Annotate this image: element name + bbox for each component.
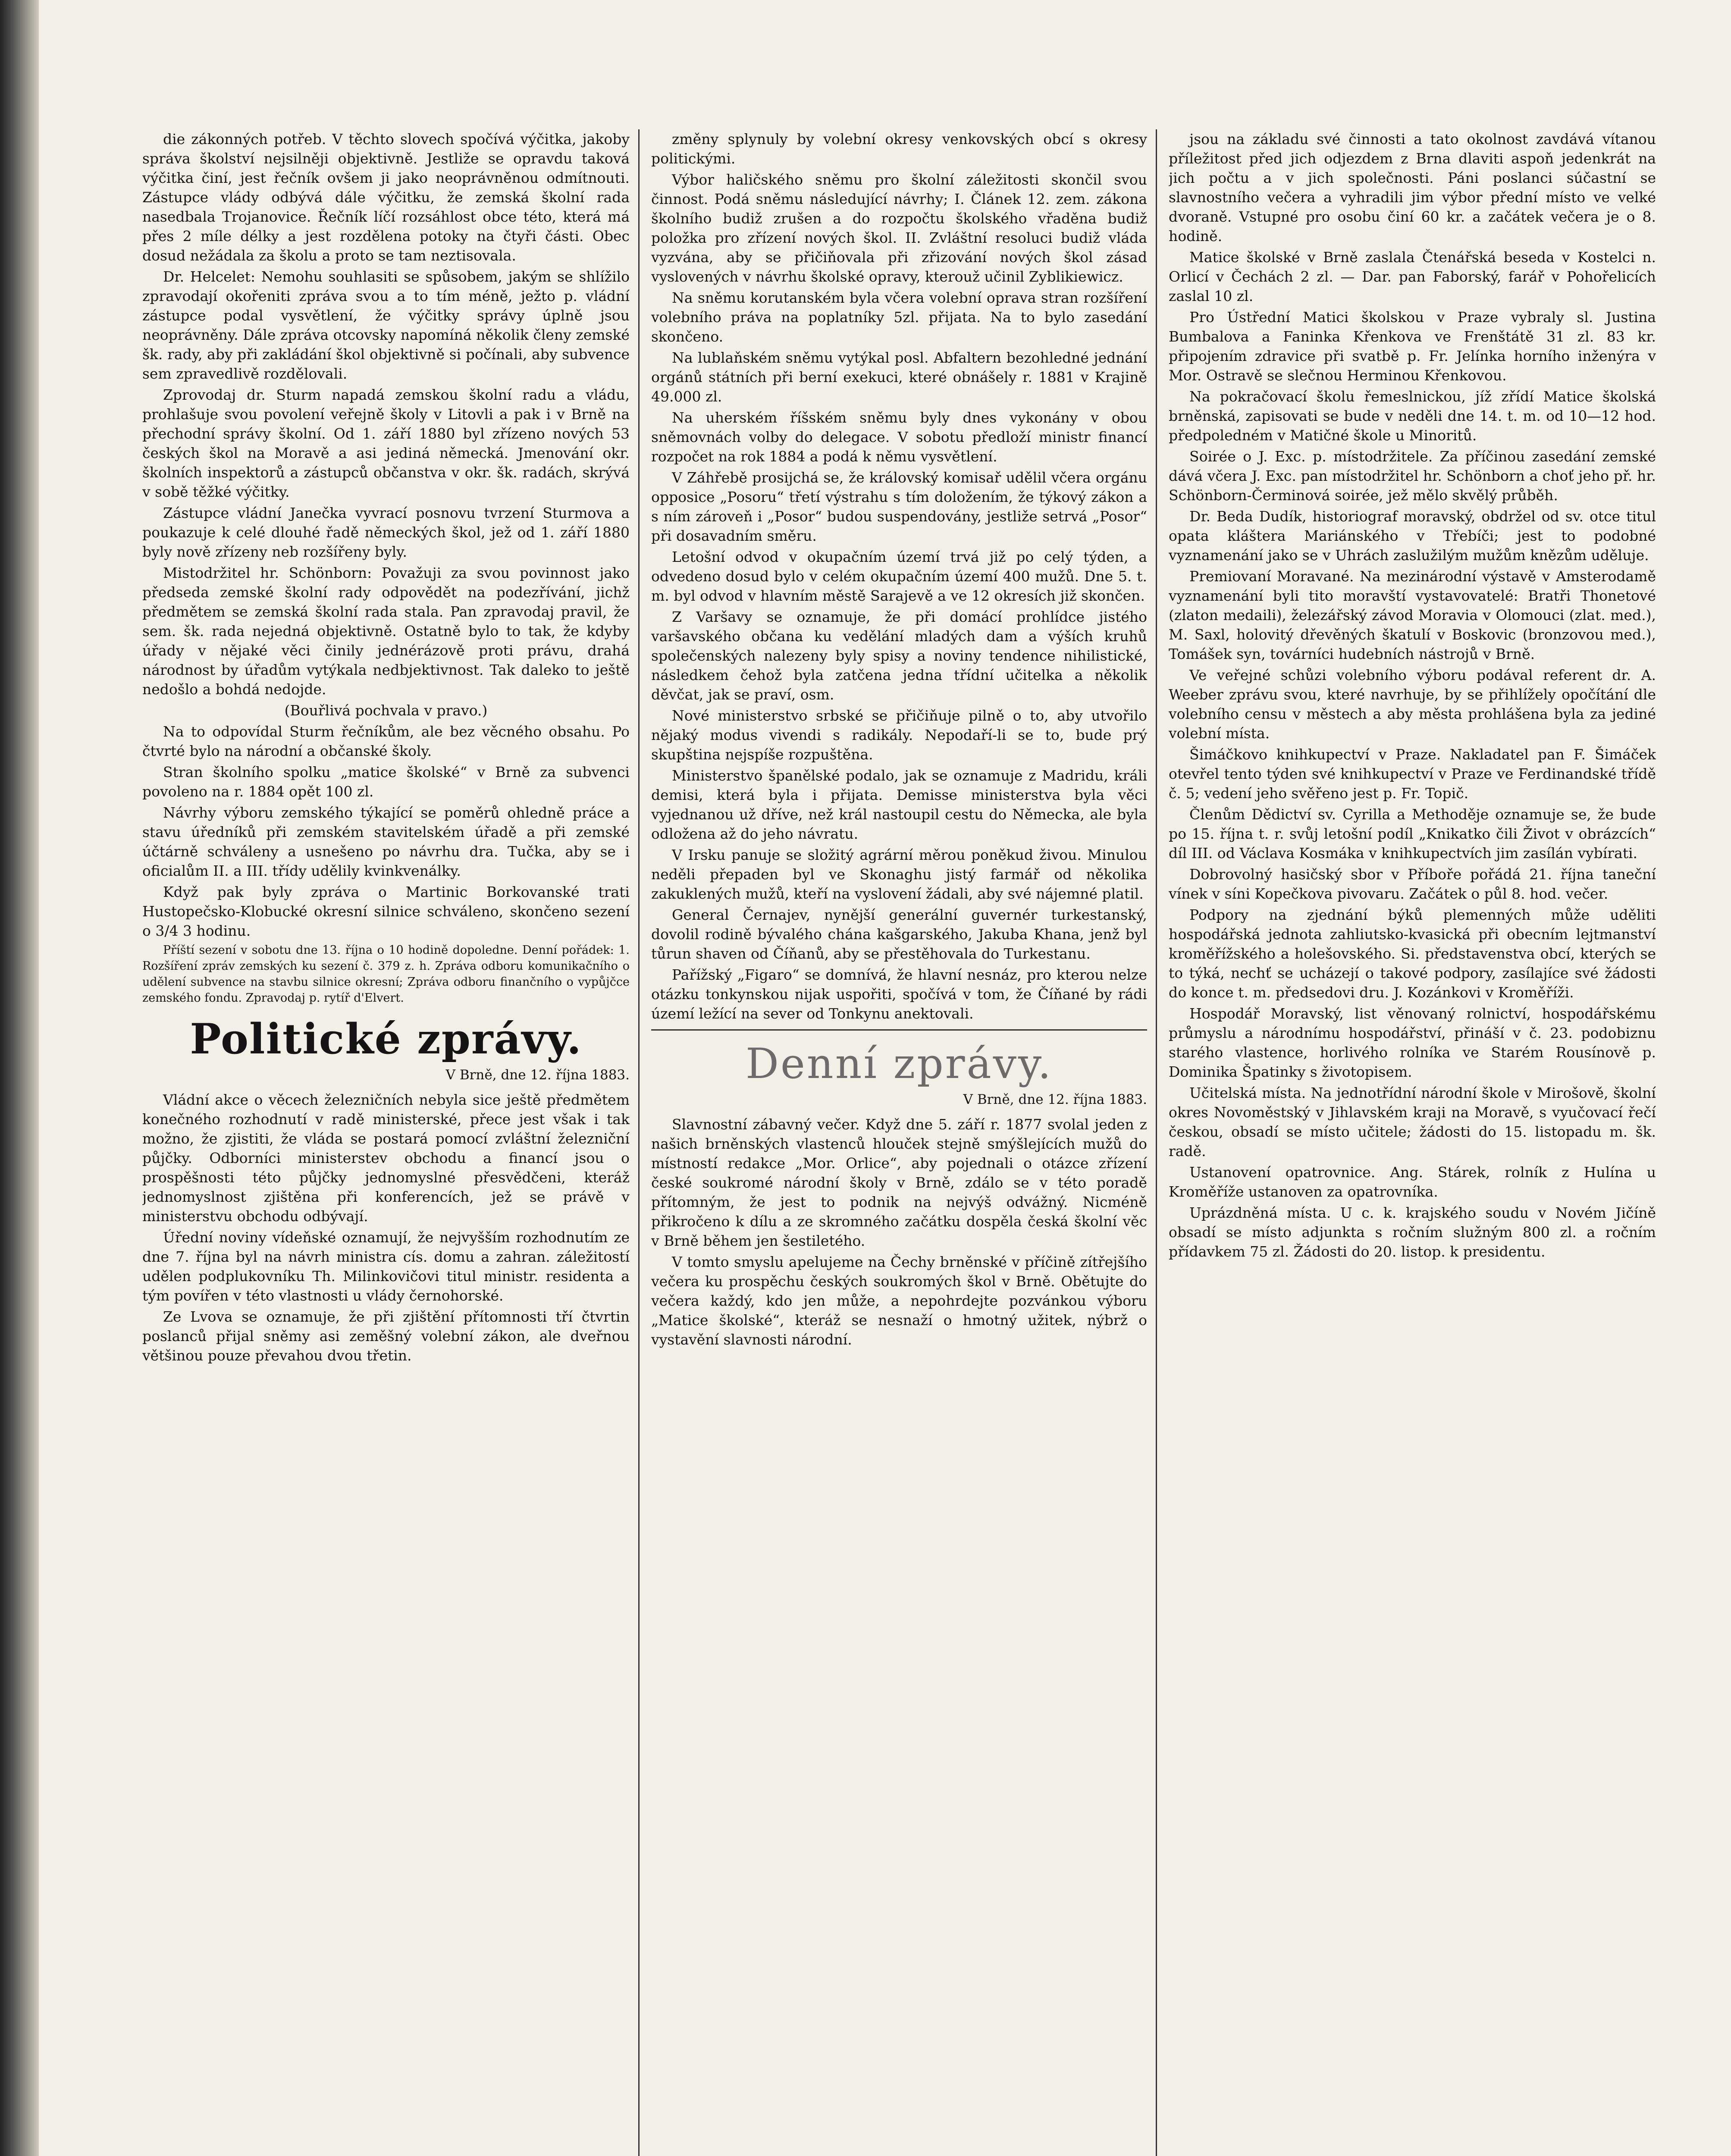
news-item: Ve veřejné schůzi volebního výboru podával referent dr. A. Weeber zprávu svou, které navrhuje, by se přihlížely opočítání dle volebního censu v městech a aby města prohlášena byla za jediné volební místa.	[1169, 667, 1656, 742]
column-rule	[638, 129, 640, 2156]
dateline: V Brně, dne 12. října 1883.	[445, 1067, 630, 1083]
paragraph: V Záhřebě prosijchá se, že královský komisař udělil včera orgánu opposice „Posoru“ třetí výstrahu s tím doložením, že týkový zákon a s ním zároveň i „Posor“ budou suspendovány, jestliže setrvá „Posor“ při dosavadním směru.	[651, 469, 1147, 544]
page-edge-shadow	[0, 0, 39, 2156]
news-item: Dr. Beda Dudík, historiograf moravský, obdržel od sv. otce titul opata kláštera Mariánského v Třebíči; jest to podobné vyznamenání jako se v Uhrách zaslužilým mužům knězům uděluje.	[1169, 508, 1656, 564]
paragraph: V tomto smyslu apelujeme na Čechy brněnské v příčině zítřejšího večera ku prospěchu českých soukromých škol v Brně. Obětujte do večera každý, kdo jen může, a nepohrdejte pozvánkou výboru „Matice školské“, kteráž se nesnaží o hmotný užitek, nýbrž o vystavění slavnosti národní.	[651, 1253, 1147, 1348]
paragraph: die zákonných potřeb. V těchto slovech spočívá výčitka, jakoby správa školství nejsilněji objektivně. Jestliže se opravdu taková výčitka činí, jest řečník ovšem ji jako neoprávněnou odmítnouti. Zástupce vlády odbývá dále výčitku, že zemská školní rada nasedbala Trojanovice. Řečník líčí rozsáhlost obce této, která má přes 2 míle délky a jest rozdělena potoky na čtyři části. Obec dosud nežádala za školu a proto se tam neztisovala.	[142, 131, 630, 264]
news-item: Premiovaní Moravané. Na mezinárodní výstavě v Amsterodamě vyznamenání byli tito moravští vystavovatelé: Bratři Thonetové (zlaton medaili), železářský závod Moravia v Olomouci (zlat. med.), M. Saxl, holovitý dřevěných škatulí v Boskovic (bronzovou med.), Tomášek syn, továrníci hudebních nástrojů v Brně.	[1169, 568, 1656, 662]
paragraph: změny splynuly by volební okresy venkovských obcí s okresy politickými.	[651, 131, 1147, 167]
paragraph: Návrhy výboru zemského týkající se poměrů ohledně práce a stavu úředníků při zemském stavitelském úřadě a při zemské účtárně schváleny a usnešeno po návrhu dra. Tučka, aby se i oficialům II. a III. třídy udělily kvinkvenálky.	[142, 804, 630, 879]
column-left	[142, 129, 630, 2156]
paragraph: V Irsku panuje se složitý agrární měrou poněkud živou. Minulou neděli přepaden byl ve Skonaghu jistý farmář od několika zakuklených mužů, kteří na vyslovení žádali, aby své nájemné platil.	[651, 846, 1147, 902]
column-right	[1169, 129, 1656, 2156]
paragraph: Zprovodaj dr. Sturm napadá zemskou školní radu a vládu, prohlašuje svou povolení veřejně školy v Litovli a pak i v Brně na přechodní správy školní. Od 1. září 1880 byl zřízeno nových 53 českých škol na Moravě a asi jediná německá. Jmenování okr. školních inspektorů a zástupců občanstva v okr. šk. radách, skrývá v sobě těžké výčitky.	[142, 386, 630, 500]
news-item: Na pokračovací školu řemeslnickou, jíž zřídí Matice školská brněnská, zapisovati se bude v neděli dne 14. t. m. od 10—12 hod. předpoledném v Matičné škole u Minoritů.	[1169, 388, 1656, 444]
paragraph: Ministerstvo španělské podalo, jak se oznamuje z Madridu, králi demisi, která byla i přijata. Demisse ministerstva byla věci vyjednanou už dříve, než král nastoupil cestu do Německa, ale byla odložena až do jeho návratu.	[651, 767, 1147, 842]
paragraph: Úřední noviny vídeňské oznamují, že nejvyšším rozhodnutím ze dne 7. října byl na návrh ministra cís. domu a zahran. záležitostí udělen podplukovníku Th. Milinkovičovi titul ministr. residenta a tým povířen v této vlastnosti u vlády černohorské.	[142, 1229, 630, 1304]
paragraph: Vládní akce o věcech železničních nebyla sice ještě předmětem konečného rozhodnutí v radě ministerské, přece jest však i tak možno, že zjistiti, že vláda se postará pomocí zvláštní železniční půjčky. Odborníci ministerstev obchodu a financí jsou o prospěšnosti této půjčky jednomyslné přesvědčeni, kteráž jednomyslnost zjištěna při konferencích, jež se právě v ministerstvu obchodu odbývají.	[142, 1091, 630, 1225]
section-divider	[651, 1029, 1147, 1031]
paragraph: Slavnostní zábavný večer. Když dne 5. září r. 1877 svolal jeden z našich brněnských vlastenců hlouček stejně smýšlejících mužů do místností redakce „Mor. Orlice“, aby pojednali o otázce zřízení české soukromé národní školy v Brně, zdálo se v této poradě přítomným, že jest to podnik na nejvýš odvážný. Nicméně přikročeno k dílu a ze skromného začátku dospěla česká školní věc v Brně během jen šestiletého.	[651, 1116, 1147, 1249]
paragraph: Mistodržitel hr. Schönborn: Považuji za svou povinnost jako předseda zemské školní rady odpovědět na podezřívání, jichž předmětem se zemská školní rada stala. Pan zpravodaj pravil, že sem. šk. rada nejedná objektivně. Ostatně bylo to tak, že kdyby úřady v nějaké věci činily jednérázově proti právu, drahá národnost by úřadům vytýkala nedbjektivnost. Tak daleko to ještě nedošlo a bohdá nedojde.	[142, 564, 630, 698]
paragraph: Výbor haličského sněmu pro školní záležitosti skončil svou činnost. Podá sněmu následující návrhy; I. Článek 12. zem. zákona školního budiž zrušen a do rozpočtu školského vřaděna budiž položka pro zřízení nových škol. II. Zvláštní resoluci budiž vláda vyzvána, aby se přičiňovala při zřizování nových škol zásad vyslovených v návrhu školské opravy, kterouž učinil Zyblikiewicz.	[651, 171, 1147, 285]
paragraph: Když pak byly zpráva o Martinic Borkovanské trati Hustopečsko-Klobucké okresní silnice schváleno, skončeno sezení o 3/4 3 hodinu.	[142, 884, 630, 939]
paragraph: Na uherském říšském sněmu byly dnes vykonány v obou sněmovnách volby do delegace. V sobotu předloží ministr financí rozpočet na rok 1884 a podá k němu vysvětlení.	[651, 409, 1147, 465]
column-middle	[651, 129, 1147, 2156]
paragraph: jsou na základu své činnosti a tato okolnost zavdává vítanou příležitost před jich odjezdem z Brna dlaviti aspoň jedenkrát na jich počtu a v jich společnosti. Páni poslanci súčastní se slavnostního večera a vyhradili jim výbor přední místo ve velké dvoraně. Vstupné pro osobu činí 60 kr. a začátek večera je o 8. hodině.	[1169, 131, 1656, 244]
paragraph: Na sněmu korutanském byla včera volební oprava stran rozšíření volebního práva na poplatníky 5zl. přijata. Na to bylo zasedání skončeno.	[651, 289, 1147, 345]
paragraph: Na to odpovídal Sturm řečníkům, ale bez věcného obsahu. Po čtvrté bylo na národní a občanské školy.	[142, 723, 630, 759]
news-item: Hospodář Moravský, list věnovaný rolnictví, hospodářskému průmyslu a národnímu hospodářství, přináší v č. 23. podobiznu starého vlastence, horlivého rolníka ve Starém Rousínově p. Dominika Špatinky s životopisem.	[1169, 1005, 1656, 1080]
paragraph: Stran školního spolku „matice školské“ v Brně za subvenci povoleno na r. 1884 opět 100 zl.	[142, 764, 630, 800]
news-item: Šimáčkovo knihkupectví v Praze. Nakladatel pan F. Šimáček otevřel tento týden své knihkupectví v Praze ve Ferdinandské třídě č. 5; vedení jeho svěřeno jest p. Fr. Topič.	[1169, 746, 1656, 802]
dateline: V Brně, dne 12. října 1883.	[963, 1092, 1147, 1107]
paragraph: Dr. Helcelet: Nemohu souhlasiti se spůsobem, jakým se shlížilo zpravodají okořeniti zpráva svou a to tím méně, ježto p. vládní zástupce podal vysvětlení, že výčitky správy úplně jsou neoprávněny. Dále zpráva otcovsky napomíná několik členy zemské šk. rady, aby při zakládání škol objektivně si počínali, aby subvence sem zpravedlivě rozdělovali.	[142, 268, 630, 382]
session-notice: Příští sezení v sobotu dne 13. října o 10 hodině dopoledne. Denní pořádek: 1. Rozšíření zpráv zemských ku sezení č. 379 z. h. Zpráva odboru komunikačního o udělení subvence na stavbu silnice okresní; Zpráva odboru finančního o vypůjčce zemského fondu. Zpravodaj p. rytíř d'Elvert.	[142, 943, 630, 1005]
paragraph: Pařížský „Figaro“ se domnívá, že hlavní nesnáz, pro kterou nelze otázku tonkynskou nijak uspořiti, spočívá v tom, že Číňané by rádi území ležící na sever od Tonkynu anektovali.	[651, 966, 1147, 1022]
column-rule	[1156, 129, 1157, 2156]
section-title-denni: Denní zprávy.	[745, 1040, 1053, 1088]
paragraph: Zástupce vládní Janečka vyvrací posnovu tvrzení Sturmova a poukazuje k celé dlouhé řadě německých škol, jež od 1. září 1880 byly nově zřízeny neb rozšířeny byly.	[142, 505, 630, 560]
news-item: Ustanovení opatrovnice. Ang. Stárek, rolník z Hulína u Kroměříže ustanoven za opatrovníka.	[1169, 1164, 1656, 1200]
paragraph: Letošní odvod v okupačním území trvá již po celý týden, a odvedeno dosud bylo v celém okupačním území 400 mužů. Dne 5. t. m. byl odvod v hlavním městě Sarajevě a ve 12 okresích již skončen.	[651, 548, 1147, 604]
paragraph: Na lublaňském sněmu vytýkal posl. Abfaltern bezohledné jednání orgánů státních při berní exekuci, které obnášely r. 1881 v Krajině 49.000 zl.	[651, 349, 1147, 405]
news-item: Soirée o J. Exc. p. místodržitele. Za příčinou zasedání zemské dává včera J. Exc. pan místodržitel hr. Schönborn a choť jeho př. hr. Schönborn-Čerminová soirée, jež mělo skvělý průběh.	[1169, 448, 1656, 504]
section-title-politicke: Politické zprávy.	[190, 1015, 582, 1063]
news-item: Členům Dědictví sv. Cyrilla a Methoděje oznamuje se, že bude po 15. října t. r. svůj letošní podíl „Knikatko čili Život v obrázcích“ díl III. od Václava Kosmáka v knihkupectvích jim zasílán vybírati.	[1169, 806, 1656, 862]
news-item: Matice školské v Brně zaslala Čtenářská beseda v Kostelci n. Orlicí v Čechách 2 zl. — Dar. pan Faborský, farář v Pohořelicích zaslal 10 zl.	[1169, 249, 1656, 304]
paragraph: Ze Lvova se oznamuje, že při zjištění přítomnosti tří čtvrtin poslanců přijal sněmy asi zeměšný volební zákon, ale dveřnou většinou pouze převahou dvou třetin.	[142, 1308, 630, 1364]
news-item: Dobrovolný hasičský sbor v Příboře pořádá 21. října taneční vínek v síni Kopečkova pivovaru. Začátek o půl 8. hod. večer.	[1169, 866, 1656, 902]
paragraph: General Černajev, nynější generální guvernér turkestanský, dovolil rodině bývalého chána kašgarského, Jakuba Khana, jenž byl tůrun shaven od Číňanů, aby se přestěhovala do Turkestanu.	[651, 906, 1147, 962]
applause-note: (Bouřlivá pochvala v pravo.)	[284, 702, 488, 719]
news-item: Podpory na zjednání býků plemenných může uděliti hospodářská jednota zahliutsko-kvasická při obecním lejtmanství kroměřížského a holešovského. Si. představenstva obcí, kterých se to týká, nechť se ucházejí o takové podpory, zasílajíce své žádosti do konce t. m. předsedovi dru. J. Kozánkovi v Kroměříži.	[1169, 906, 1656, 1001]
paragraph: Z Varšavy se oznamuje, že při domácí prohlídce jistého varšavského občana ku vedělání mladých dam a výších kruhů společenských nalezeny byly spisy a noviny tendence nihilistické, následkem čehož byla zatčena jedna třídní učitelka a několik děvčat, jak se praví, osm.	[651, 608, 1147, 703]
paragraph: Nové ministerstvo srbské se přičiňuje pilně o to, aby utvořilo nějaký modus vivendi s radikály. Nepodaří-li se to, bude prý skupština nejspíše rozpuštěna.	[651, 707, 1147, 763]
news-item: Uprázdněná místa. U c. k. krajského soudu v Novém Jičíně obsadí se místo adjunkta s ročním služným 800 zl. a ročním přídavkem 75 zl. Žádosti do 20. listop. k presidentu.	[1169, 1204, 1656, 1260]
news-item: Učitelská místa. Na jednotřídní národní škole v Mirošově, školní okres Novoměstský v Jihlavském kraji na Moravě, s vyučovací řečí českou, obsadí se místo učitele; žádosti do 15. listopadu m. šk. radě.	[1169, 1084, 1656, 1159]
news-item: Pro Ústřední Matici školskou v Praze vybraly sl. Justina Bumbalova a Faninka Křenkova ve Frenštátě 31 zl. 83 kr. připojením zdravice při svatbě p. Fr. Jelínka horního inženýra v Mor. Ostravě se slečnou Herminou Křenkovou.	[1169, 309, 1656, 384]
